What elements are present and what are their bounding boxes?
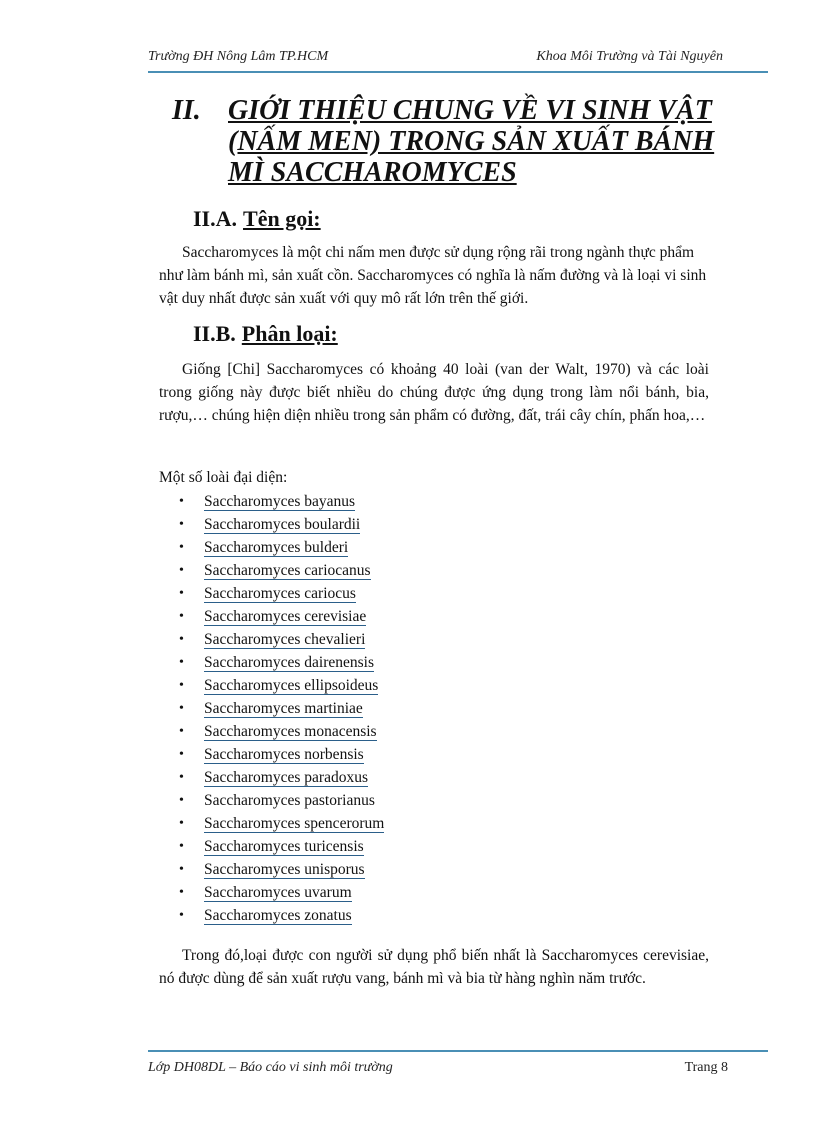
species-link[interactable]: • Saccharomyces zonatus (204, 904, 384, 927)
species-link[interactable]: • Saccharomyces uvarum (204, 881, 384, 904)
species-link[interactable]: • Saccharomyces turicensis (204, 835, 384, 858)
main-heading-number: II. (172, 95, 201, 126)
species-link[interactable]: • Saccharomyces unisporus (204, 858, 384, 881)
section-b-paragraph (159, 358, 709, 427)
closing-text: Trong đó,loại được con người sử dụng phổ biến nhất là Saccharomyces cerevisiae, nó được dùng để sản xuất rượu vang, bánh mì và bia từ hàng nghìn năm trước. (159, 947, 709, 987)
section-b-heading (193, 321, 338, 347)
species-link[interactable]: • Saccharomyces paradoxus (204, 766, 384, 789)
section-a-text: Saccharomyces là một chi nấm men được sử dụng rộng rãi trong ngành thực phẩm như làm bánh mì, sản xuất cồn. Saccharomyces có nghĩa là nấm đường và là loại vi sinh vật duy nhất được sản xuất với quy mô rất lớn trên thế giới. (159, 244, 707, 307)
species-link[interactable]: • Saccharomyces bulderi (204, 536, 384, 559)
footer-class-report: Lớp DH08DL – Báo cáo vi sinh môi trường (148, 1060, 393, 1075)
species-link[interactable]: • Saccharomyces boulardii (204, 513, 384, 536)
species-item: • Saccharomyces pastorianus (204, 789, 384, 812)
section-a-number: II.A. (193, 206, 238, 231)
page-number: Trang 8 (684, 1060, 728, 1075)
main-heading-title: GIỚI THIỆU CHUNG VỀ VI SINH VẬT (NẤM MEN) TRONG SẢN XUẤT BÁNH MÌ SACCHAROMYCES (228, 95, 715, 188)
species-link[interactable]: • Saccharomyces bayanus (204, 490, 384, 513)
species-link[interactable]: • Saccharomyces martiniae (204, 697, 384, 720)
species-link[interactable]: • Saccharomyces monacensis (204, 720, 384, 743)
section-b-number: II.B. (193, 321, 236, 346)
section-a-heading (193, 206, 321, 232)
species-list-intro: Một số loài đại diện: (159, 469, 288, 486)
section-b-text: Giống [Chi] Saccharomyces có khoảng 40 loài (van der Walt, 1970) và các loài trong giống này được biết nhiều do chúng được ứng dụng trong làm nổi bánh, bia, rượu,… chúng hiện diện nhiều trong sản phẩm có đường, đất, trái cây chín, phấn hoa,… (159, 361, 709, 424)
section-a-title: Tên gọi: (243, 206, 321, 231)
species-link[interactable]: • Saccharomyces dairenensis (204, 651, 384, 674)
species-list (204, 490, 384, 927)
species-link[interactable]: • Saccharomyces spencerorum (204, 812, 384, 835)
species-link[interactable]: • Saccharomyces ellipsoideus (204, 674, 384, 697)
header-faculty: Khoa Môi Trường và Tài Nguyên (536, 49, 723, 64)
species-link[interactable]: • Saccharomyces cariocus (204, 582, 384, 605)
section-a-paragraph (159, 241, 709, 310)
species-link[interactable]: • Saccharomyces cerevisiae (204, 605, 384, 628)
species-link[interactable]: • Saccharomyces chevalieri (204, 628, 384, 651)
header-school: Trường ĐH Nông Lâm TP.HCM (148, 49, 329, 64)
species-link[interactable]: • Saccharomyces cariocanus (204, 559, 384, 582)
closing-paragraph (159, 944, 709, 990)
header-rule (148, 71, 768, 73)
section-b-title: Phân loại: (241, 321, 338, 346)
footer-rule (148, 1050, 768, 1052)
species-link[interactable]: • Saccharomyces norbensis (204, 743, 384, 766)
